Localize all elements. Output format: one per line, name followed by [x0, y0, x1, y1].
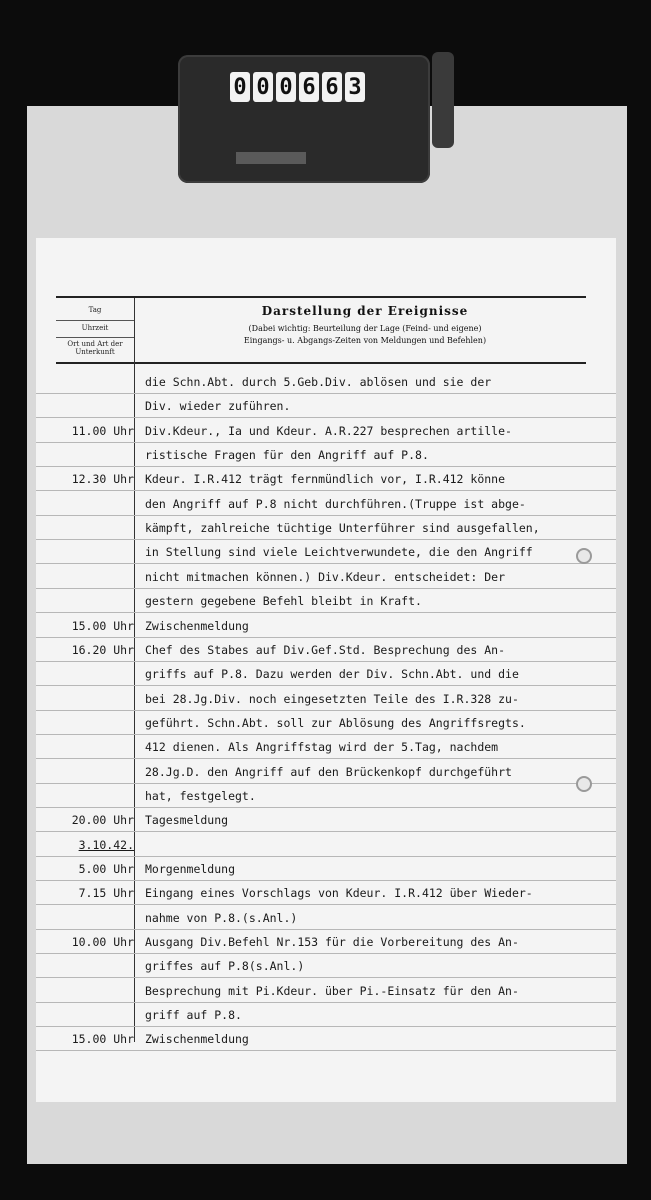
header-subtitle-2: Eingangs- u. Abgangs-Zeiten von Meldungen und Befehlen)	[243, 336, 487, 345]
entry-text: Eingang eines Vorschlags von Kdeur. I.R.412 über Wieder-	[145, 886, 533, 901]
header-divider	[56, 320, 134, 321]
diary-row	[60, 1028, 600, 1052]
entry-time: 10.00 Uhr	[71, 935, 134, 950]
entry-text: gestern gegebene Befehl bleibt in Kraft.	[145, 594, 422, 609]
entry-text: Kdeur. I.R.412 trägt fernmündlich vor, I.R.412 könne	[145, 472, 506, 487]
entry-text: Div.Kdeur., Ia und Kdeur. A.R.227 besprechen artille-	[145, 423, 512, 438]
diary-row	[60, 955, 600, 979]
counter-digit: 6	[299, 72, 319, 102]
diary-row	[60, 980, 600, 1004]
diary-row	[60, 663, 600, 687]
entry-time: 12.30 Uhr	[71, 472, 134, 487]
diary-row	[60, 566, 600, 590]
diary-row	[60, 395, 600, 419]
entry-text: nahme von P.8.(s.Anl.)	[145, 910, 298, 925]
counter-digit: 0	[253, 72, 273, 102]
entry-text: 412 dienen. Als Angriffstag wird der 5.Tag, nachdem	[145, 740, 499, 755]
diary-row	[60, 590, 600, 614]
header-title: Darstellung der Ereignisse	[261, 304, 469, 318]
diary-row	[60, 834, 600, 858]
entry-text: bei 28.Jg.Div. noch eingesetzten Teile des I.R.328 zu-	[145, 691, 519, 706]
counter-digit: 6	[322, 72, 342, 102]
diary-row	[60, 615, 600, 639]
punch-hole	[576, 776, 592, 792]
entry-text: ristische Fragen für den Angriff auf P.8.	[145, 448, 429, 463]
entry-time: 11.00 Uhr	[71, 423, 134, 438]
entry-text: den Angriff auf P.8 nicht durchführen.(Truppe ist abge-	[145, 496, 526, 511]
counter-digit: 0	[276, 72, 296, 102]
diary-row	[60, 493, 600, 517]
header-subtitle-1: (Dabei wichtig: Beurteilung der Lage (Feind- und eigene)	[248, 324, 482, 333]
diary-row	[60, 468, 600, 492]
entry-time: 15.00 Uhr	[71, 1032, 134, 1047]
entry-text: Zwischenmeldung	[145, 1032, 249, 1047]
diary-row	[60, 858, 600, 882]
entry-time: 16.20 Uhr	[71, 642, 134, 657]
entry-time: 20.00 Uhr	[71, 813, 134, 828]
diary-row	[60, 882, 600, 906]
entry-text: 28.Jg.D. den Angriff auf den Brückenkopf durchgeführt	[145, 764, 512, 779]
counter-nameplate	[236, 152, 306, 164]
diary-row	[60, 712, 600, 736]
counter-knob	[432, 52, 454, 148]
entry-text: Tagesmeldung	[145, 813, 229, 828]
entry-text: Ausgang Div.Befehl Nr.153 für die Vorbereitung des An-	[145, 935, 519, 950]
entry-text: die Schn.Abt. durch 5.Geb.Div. ablösen und sie der	[145, 375, 492, 389]
frame-counter-digits	[230, 72, 365, 102]
entry-text: Div. wieder zuführen.	[145, 399, 291, 414]
diary-row	[60, 761, 600, 785]
diary-row	[60, 809, 600, 833]
diary-row	[60, 688, 600, 712]
entry-time: 3.10.42.	[78, 837, 134, 852]
entry-text: Zwischenmeldung	[145, 618, 249, 633]
entry-text: griffs auf P.8. Dazu werden der Div. Schn.Abt. und die	[145, 667, 519, 682]
punch-hole	[576, 548, 592, 564]
header-divider	[56, 337, 134, 338]
diary-row	[60, 371, 600, 395]
entry-text: Chef des Stabes auf Div.Gef.Std. Besprechung des An-	[145, 642, 506, 657]
entry-text: griff auf P.8.	[145, 1008, 242, 1023]
entry-text: Morgenmeldung	[145, 862, 236, 876]
diary-row	[60, 931, 600, 955]
entry-text: Besprechung mit Pi.Kdeur. über Pi.-Einsatz für den An-	[145, 983, 519, 998]
header-tag-label: Tag	[88, 306, 102, 314]
entry-text: hat, festgelegt.	[145, 788, 256, 803]
counter-digit: 0	[230, 72, 250, 102]
entry-time: 7.15 Uhr	[78, 886, 134, 901]
diary-row	[60, 541, 600, 565]
entry-text: nicht mitmachen können.) Div.Kdeur. entscheidet: Der	[145, 569, 506, 584]
diary-row	[60, 517, 600, 541]
diary-row	[60, 785, 600, 809]
diary-row	[60, 639, 600, 663]
entry-time: 5.00 Uhr	[78, 862, 134, 876]
diary-row	[60, 1004, 600, 1028]
header-uhrzeit-label: Uhrzeit	[81, 324, 109, 332]
diary-row	[60, 444, 600, 468]
entry-text: kämpft, zahlreiche tüchtige Unterführer sind ausgefallen,	[145, 521, 540, 536]
counter-digit: 3	[345, 72, 365, 102]
entry-time: 15.00 Uhr	[71, 618, 134, 633]
entry-text: in Stellung sind viele Leichtverwundete, die den Angriff	[145, 545, 533, 560]
header-ort-label: Ort und Art der Unterkunft	[67, 340, 123, 356]
diary-row	[60, 907, 600, 931]
entry-text: geführt. Schn.Abt. soll zur Ablösung des Angriffsregts.	[145, 715, 526, 730]
diary-row	[60, 420, 600, 444]
entry-text: griffes auf P.8(s.Anl.)	[145, 959, 305, 974]
diary-row	[60, 736, 600, 760]
